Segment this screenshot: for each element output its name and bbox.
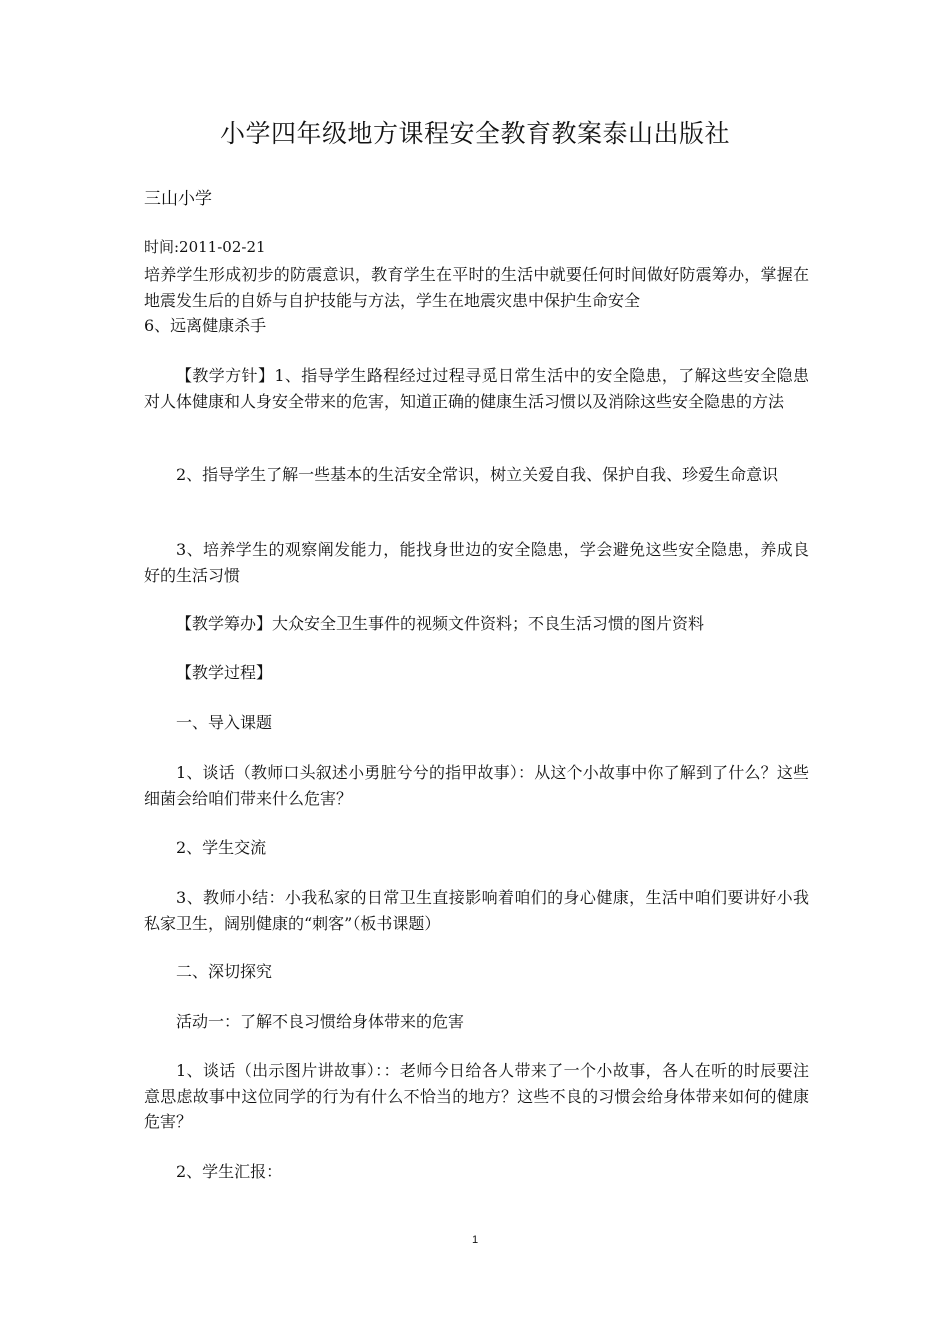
step-1-heading: 一、导入课题 (176, 713, 273, 732)
goal-2-paragraph: 2、指导学生了解一些基本的生活安全常识，树立关爱自我、保护自我、珍爱生命意识 (176, 465, 779, 484)
date-line: 时间:2011-02-21 (144, 238, 266, 256)
intro-paragraph: 培养学生形成初步的防震意识，教育学生在平时的生活中就要任何时间做好防震筹办，掌握在地震发生后的自娇与自护技能与方法，学生在地震灾患中保护生命安全 (144, 265, 809, 310)
student-exchange-paragraph: 2、学生交流 (176, 838, 267, 857)
teaching-prep-paragraph: 【教学筹办】大众安全卫生事件的视频文件资料；不良生活习惯的图片资料 (176, 614, 705, 633)
teaching-process-heading: 【教学过程】 (176, 663, 273, 682)
talk-2-paragraph: 1、谈话（出示图片讲故事）：：老师今日给各人带来了一个小故事，各人在听的时辰要注意思虑故事中这位同学的行为有什么不恰当的地方？这些不良的习惯会给身体带来如何的健康危害？ (144, 1061, 809, 1131)
school-name: 三山小学 (144, 189, 212, 209)
document-title: 小学四年级地方课程安全教育教案泰山出版社 (219, 119, 730, 148)
teacher-summary-paragraph: 3、教师小结：小我私家的日常卫生直接影响着咱们的身心健康，生活中咱们要讲好小我私家卫生，阔别健康的“刺客”（板书课题） (144, 888, 809, 933)
section-heading-health: 6、远离健康杀手 (144, 316, 267, 335)
talk-1-paragraph: 1、谈话（教师口头叙述小勇脏兮兮的指甲故事）：从这个小故事中你了解到了什么？这些细菌会给咱们带来什么危害？ (144, 763, 809, 808)
step-2-heading: 二、深切探究 (176, 962, 273, 981)
activity-1-heading: 活动一：了解不良习惯给身体带来的危害 (176, 1012, 465, 1031)
student-report-paragraph: 2、学生汇报： (176, 1162, 283, 1181)
goal-3-paragraph: 3、培养学生的观察阐发能力，能找身世边的安全隐患，学会避免这些安全隐患，养成良好的生活习惯 (144, 540, 809, 585)
teaching-goal-paragraph: 【教学方针】1、指导学生路程经过过程寻觅日常生活中的安全隐患，了解这些安全隐患对人体健康和人身安全带来的危害，知道正确的健康生活习惯以及消除这些安全隐患的方法 (144, 366, 809, 411)
page-number: 1 (471, 1234, 479, 1246)
